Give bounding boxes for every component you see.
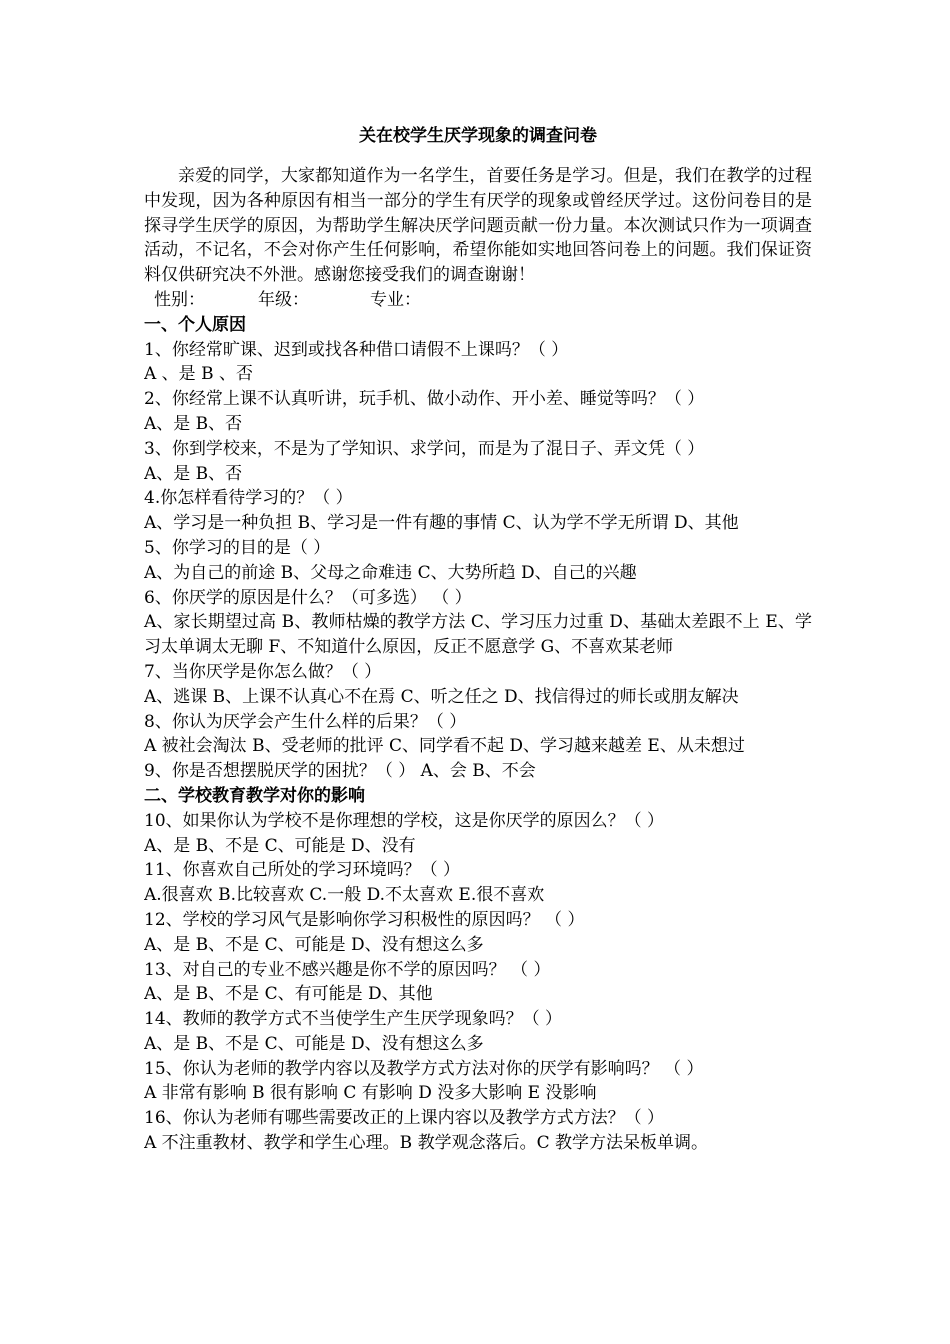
question-6-options: A、家长期望过高 B、教师枯燥的教学方法 C、学习压力过重 D、基础太差跟不上 E、学习太单调太无聊 F、不知道什么原因，反正不愿意学 G、不喜欢某老师 — [144, 612, 812, 658]
questionnaire-page — [144, 120, 812, 1156]
question-15-options: A 非常有影响 B 很有影响 C 有影响 D 没多大影响 E 没影响 — [144, 1083, 597, 1104]
question-11: 11、你喜欢自己所处的学习环境吗？（ ） — [144, 860, 461, 881]
question-14-options: A、是 B、不是 C、可能是 D、没有想这么多 — [144, 1033, 484, 1054]
question-10-options: A、是 B、不是 C、可能是 D、没有 — [144, 835, 416, 856]
question-5: 5、你学习的目的是（ ） — [144, 537, 331, 558]
question-7-options: A、逃课 B、上课不认真心不在焉 C、听之任之 D、找信得过的师长或朋友解决 — [144, 686, 739, 707]
question-5-options: A、为自己的前途 B、父母之命难违 C、大势所趋 D、自己的兴趣 — [144, 562, 637, 583]
question-16: 16、你认为老师有哪些需要改正的上课内容以及教学方式方法？（ ） — [144, 1108, 665, 1129]
question-3: 3、你到学校来，不是为了学知识、求学问，而是为了混日子、弄文凭（ ） — [144, 438, 705, 459]
major-field-label: 专业： — [370, 289, 421, 310]
question-3-options: A、是 B、否 — [144, 463, 243, 484]
question-1: 1、你经常旷课、迟到或找各种借口请假不上课吗？（ ） — [144, 339, 569, 360]
question-14: 14、教师的教学方式不当使学生产生厌学现象吗？（ ） — [144, 1009, 563, 1030]
question-10: 10、如果你认为学校不是你理想的学校，这是你厌学的原因么？（ ） — [144, 810, 665, 831]
question-8: 8、你认为厌学会产生什么样的后果？（ ） — [144, 711, 467, 732]
question-2-options: A、是 B、否 — [144, 413, 243, 434]
question-9: 9、你是否想摆脱厌学的困扰？（ ） A、会 B、不会 — [144, 761, 536, 782]
question-7: 7、当你厌学是你怎么做？（ ） — [144, 661, 382, 682]
question-15: 15、你认为老师的教学内容以及教学方式方法对你的厌学有影响吗？ （ ） — [144, 1058, 704, 1079]
question-12: 12、学校的学习风气是影响你学习积极性的原因吗？ （ ） — [144, 909, 585, 930]
question-16-options: A 不注重教材、教学和学生心理。B 教学观念落后。C 教学方法呆板单调。 — [144, 1133, 708, 1154]
grade-field-label: 年级： — [258, 289, 309, 310]
question-4: 4.你怎样看待学习的？（ ） — [144, 488, 353, 509]
question-13-options: A、是 B、不是 C、有可能是 D、其他 — [144, 984, 433, 1005]
section-heading-school: 二、学校教育教学对你的影响 — [144, 785, 365, 806]
question-1-options: A 、是 B 、否 — [144, 364, 253, 385]
question-2: 2、你经常上课不认真听讲，玩手机、做小动作、开小差、睡觉等吗？（ ） — [144, 389, 705, 410]
question-13: 13、对自己的专业不感兴趣是你不学的原因吗？ （ ） — [144, 959, 551, 980]
question-6: 6、你厌学的原因是什么？（可多选） （ ） — [144, 587, 472, 608]
intro-paragraph: 亲爱的同学，大家都知道作为一名学生，首要任务是学习。但是，我们在教学的过程中发现，因为各种原因有相当一部分的学生有厌学的现象或曾经厌学过。这份问卷目的是探寻学生厌学的原因，为帮助学生解决厌学问题贡献一份力量。本次测试只作为一项调查活动，不记名，不会对你产生任何影响，希望你能如实地回答问卷上的问题。我们保证资料仅供研究决不外泄。感谢您接受我们的调查谢谢！ — [144, 166, 812, 286]
question-4-options: A、学习是一种负担 B、学习是一件有趣的事情 C、认为学不学无所谓 D、其他 — [144, 513, 739, 534]
question-11-options: A.很喜欢 B.比较喜欢 C.一般 D.不太喜欢 E.很不喜欢 — [144, 885, 545, 906]
gender-field-label: 性别： — [154, 289, 205, 310]
question-8-options: A 被社会淘汰 B、受老师的批评 C、同学看不起 D、学习越来越差 E、从未想过 — [144, 736, 745, 757]
respondent-fields — [144, 288, 812, 313]
section-heading-personal: 一、个人原因 — [144, 314, 246, 335]
question-12-options: A、是 B、不是 C、可能是 D、没有想这么多 — [144, 934, 484, 955]
document-title: 关在校学生厌学现象的调查问卷 — [359, 126, 597, 146]
